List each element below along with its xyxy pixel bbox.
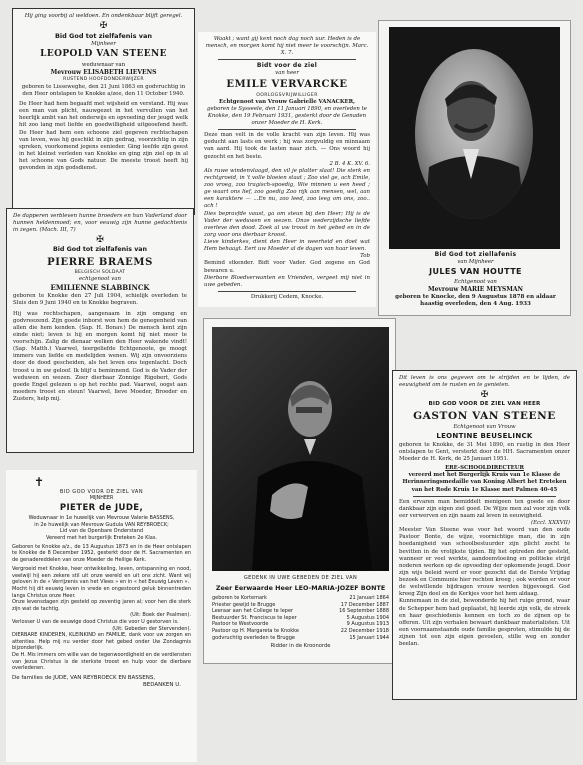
deceased-name: LEO-MARIA-JOZEF BONTE <box>294 583 386 592</box>
eulogy-paragraph-2: Dies bepravfde vaust, ga om steun bij den Heer; Hij is de Vader der weduwen en wezen. Onze wederzijdsche liefde overleve den dood. Zoek al uw troost in het gebed en in de zorg voor ons dierbaar kroost. <box>204 210 370 238</box>
memorial-card-leopold-van-steene <box>12 8 195 215</box>
scripture-reference-1: (Uit: Boek der Psalmen). <box>130 612 191 619</box>
eulogy-paragraph-2: Mocht hij dit eeuwig leven in vrede en ongestoord geluk binnentreden langs Christus onze Heer. <box>12 586 191 599</box>
spouse-name: EMILIENNE SLABBINCK <box>50 283 150 293</box>
birth-death-info: geboren te Knocke, den 9 Augustus 1878 en aldaar haastig overleden, den 4 Aug. 1933 <box>395 293 556 307</box>
eulogy-paragraph-2: Kunnemaan in de ziel, bewonderde hij het ruige grond, waar de Schepper hem had geplaatst, hij leerde zijn volk, de streek en haar geschiedenis kennen en toch zo de zijnen op te offeren. Uit zijn verhalen bewaart dankbaar materialisten. Uit een voornaamstaande oude familie gesproten, stimulde hij de zijnen tot een zijn eigen gevoelen, stille weg en zonder beelan. <box>399 598 570 648</box>
table-row: Pastoor op H. Margareta te Knokke 22 December 1918 <box>212 628 389 635</box>
memorial-card-emile-vervarcke <box>198 32 376 307</box>
scripture-reference-2: Tob <box>360 253 370 260</box>
table-row: Pastoor te Westvoorde 9 Augustus 1913 <box>212 621 389 628</box>
biography-line-2: in 2e huwelijk van Mevrouw Gudula VAN REYBROECK; <box>34 521 169 528</box>
card-top-quote: Hij ging voorbij al weldoen. En ondenkbaar blijft geregel. <box>24 13 183 19</box>
memorial-card-gaston-van-steene <box>392 370 577 700</box>
card-honorific: van Mijnheer <box>457 258 494 265</box>
birth-death-info: geboren te Knokke, de 31 Mei 1890, en rustig in den Heer ontslapen te Gent, versterkt door de HH. Sacramenten onzer Moeder de H. Kerk, de 25 Januari 1951. <box>399 441 570 463</box>
card-prayer: Bid God tot zielfafenis van <box>54 32 153 41</box>
career-table <box>212 595 389 641</box>
spouse-prefix: echtgenoot van <box>78 275 122 282</box>
deceased-role: RUSTEND HOOFDONDERWIJZER <box>63 76 144 82</box>
deceased-name: LEOPOLD VAN STEENE <box>40 48 167 59</box>
eulogy-text: De Heer had hem begaafd met wijsheid en verstand. Hij was een man van plicht, nauwgezet in het vervullen van het heerlijk ambt van het onderwijs en opvoeding der jeugd welk hit zoo lang met liefde en goedwilligheid uitgeoefend heeft. De Heer had hem een schoone ziel gegeven rechtschapen van leven, was hij geschikt in zijn gedrag, voorzichtig in zijn spreken, voorkomend jegens eenieder. Ging leefde zijn geest in het kleinst verleden van Knokke en ging zijn ziel op in al het schoone van Gods natuur. De meeste troost heeft hij gevonden in zijn godsdienst. <box>19 101 188 172</box>
card-top-quote: De dapperen verbleven hunne broeders en hun Vaderland door hunnen heldenmoed; en, voor eeuwig zijn hunne gedachtenis in zegen. (Mach. III, 7) <box>13 213 187 234</box>
card-prayer: BID GOD VOOR DE ZIEL VAN HEER <box>428 401 541 408</box>
card-honorific: MIJNHEER <box>89 495 114 501</box>
portrait-silhouette-icon <box>212 327 389 571</box>
table-row: geboren te Kortemark 21 Januari 1864 <box>212 595 389 602</box>
card-prayer: Bid God tot ziellafenis <box>434 251 517 258</box>
deceased-name: EMILE VERVARCKE <box>226 79 348 91</box>
memorial-card-leo-bonte <box>203 318 396 664</box>
card-honorific: van heer <box>275 70 299 77</box>
deceased-role: BELGISCH SOLDAAT <box>74 269 126 275</box>
honor-title: ERE-SCHOOLDIRECTEUR <box>445 465 524 472</box>
table-row: Bestuurder St. Franciscus te Ieper 5 Augustus 1904 <box>212 614 389 621</box>
eulogy-paragraph-3: Lieve kinderkes, dient den Heer in weerheid en doet wat Hem behaagt. Eert uw Moeder al de dagen van haar leven. <box>204 239 370 253</box>
table-row: Priester gewijd te Brugge 17 December 1887 <box>212 601 389 608</box>
photo-frame <box>389 27 560 249</box>
eulogy-paragraph-1: Vergroeid met Knokke, heer ontwikkeling, leven, ontspanning en nood, veelwijl hij een zekere stil uit onze wereld en uit ons zicht. Want wij geloven in de « Verrijzenis van het Vlees » en in « het Eeuwig Leven ». <box>12 566 191 586</box>
biography-line-3: Lid van de Openbare Onderstand <box>59 528 144 535</box>
biography-line-1: Weduwnaar in 1e huwelijk van Mevrouw Valerie BASSENS, <box>28 515 175 522</box>
eulogy-paragraph-5: DIERBARE KINDEREN, KLEINKIND en FAMILIE, dank voor uw zorgen en attenties. Help mij nu verder door het gebed onder Uw Zondagmis bijzonderlijk. <box>12 632 191 652</box>
divider <box>218 291 356 292</box>
eulogy-poem: Als ruwe windenvlaagd, den vil je platter slaat! Die sterk en rechtgroeid, in 't volle bloeien staat ; Zoo viel ge, ach Emile, zoo vroeg, zoo tragisch-spoedig, Wie minnen u een heed ; ge waart ons lief, zoo goedig Zoo rijk aan mensen, wel, aan een karaktere — ...En nu, zoo leed, zoo leeg om ons, zoo.. ach ! <box>204 167 370 210</box>
spouse-name: Echtgenoot van Vrouw Gabrielle VANACKER, <box>218 98 356 105</box>
cross-icon: ✠ <box>480 390 489 401</box>
eulogy-text: Hij was rechtschapen, aangenaam in zijn omgang en godvreezend. Zijn goede inborst won hem de genegenheid van allen die hem kenden. (Sap. H. Bonav.) De mensch kent zijn einde niet; leven is hij en morgen komt hij niet meer te voorschijn. Zalig de dienaar welken den Heer wakende vindt! (Sap. Matth.) Vaarwel, teergeliefde Echtgenoote, ge moogt immers van liefde en medelijden wenen. Wij zijn onvoorziens door de dood gescheiden, als het leven ons tegenlacht. Doch troost u in uw geloof. Ik blijf u beminnend. God is de Vader der weduwen en wezen. Zeer dierbaar Zonnige Rigobert, Gods goede Engel gelezen u op het rechte pad. Vaarwel, oogst aan moeders troost en steun! Vaarwel, lieve Moeder, Broeder en Zusters, help mij. <box>13 310 187 403</box>
eulogy-quote: Een ervaren man bemiddelt menigeen ten goede en door dankbaar zijn eigen ziel goed. De Wijze men zal voor zijn volk eer verwerven en zijn naam zal leven in eeuwigheid. <box>399 498 570 519</box>
divider <box>413 496 556 497</box>
card-prayer: GEDENK IN UWE GEBEDEN DE ZIEL VAN <box>243 575 358 581</box>
spouse-name: Mevrouw MARIE MEYSMAN <box>427 285 524 293</box>
spouse-prefix: Echtgenoot van Vrouw <box>453 424 516 431</box>
scripture-reference: (Eccl. XXXVII) <box>531 520 570 527</box>
birth-death-info: geboren te Knokke den 27 Juli 1904, schielijk overleden te Sluis den 9 Juni 1940 en te Knokke begraven. <box>13 293 187 307</box>
eulogy-paragraph-1: Deze man velt in de volle kracht van zijn leven. Hij was geducht aan lasts en werk ; hij was zorgvuldig en minnaam van aard. Hij took de lasten naar zich. — Ons woord hij gezocht en het beste. <box>204 132 370 160</box>
spouse-name: LEONTINE BEUSELINCK <box>436 431 533 440</box>
spouse-prefix: Echtgenoot van <box>454 278 497 285</box>
eulogy-paragraph-1: Meester Van Steene was voor het woord van den oude Pastoor Bonte, de wijze, voornichtige man, die in zijn hoedanigheid van schoolbestuurder zijn plicht zocht te bevitten in de vrolijkste tijden. Bij het optreden der gesteld, wanneer er veel werkte, aandoenvloeiing en politieke strijd noderen werken op de opvoeding der opkomende jeugd. Door zijn wijs beleid werd er voor gezocht dat de Eerste Vrijdag bezoek en Communie hier rechten kreeg ; ook worden er voor de welwillende bijdragen vrouw werden bijgevoegd. God kreeg Zijn deel en de Kerkjes voor het hem aldaag. <box>399 527 570 598</box>
card-top-quote: Waakt ; want gij kent noch dag noch uur. Heden is de mensch, en morgen komt hij niet meer te voorschijn. Marc. X. 7. <box>205 36 369 57</box>
name-prefix: Zeer Eerwaarde Heer <box>215 583 293 592</box>
memorial-card-jules-van-houtte <box>378 20 571 316</box>
birth-death-info: Geboren te Knokke a/z., de 13 Augustus 1873 en in de Heer ontslapen te Knokke de 8 December 1952, gesterkt door de H. Sacramenten en de genadereddelen van onze Moeder de Heilige Kerk. <box>12 543 191 563</box>
portrait-silhouette-icon <box>415 49 533 219</box>
eulogy-paragraph-4: Bemind stkender. Bidt voor Vader. God zegene en God bewaren u. <box>204 260 370 274</box>
eulogy-paragraph-3: Onze levensdagen zijn gesteld op zeventig jaren al; voor hen die sterk zijn wat de tachtig. <box>12 599 191 612</box>
portrait-photo <box>212 327 389 571</box>
eulogy-paragraph-4: Verlosser U van de eeuwige dood Christus die voor U gestorven is. <box>12 619 179 626</box>
table-row: Leeraar aan het College te Ieper 16 September 1888 <box>212 608 389 615</box>
birth-death-info: geboren te Sysseele, den 11 Januari 1890, en overleden te Knokke, den 19 Februari 1931, gesterkt door de Genaden onzer Moeder de H. Kerk. <box>207 105 367 127</box>
honor-line: Ridder in de Kroonorde <box>270 643 331 650</box>
card-honorific: Mijnheer <box>91 40 116 47</box>
spouse-prefix: weduwnaar van <box>81 61 126 68</box>
family-signature: De families de JUDE, VAN REYBROECK EN BASSENS, <box>12 674 156 681</box>
birth-death-info: geboren te Lisseweghe, den 21 Juni 1863 en godvruchtig in den Heer ontslapen te Knokke a/zee, den 11 October 1940. <box>21 83 186 97</box>
deceased-name: PIERRE BRAEMS <box>47 256 153 268</box>
cross-icon: ✠ <box>96 235 104 246</box>
deceased-name: GASTON VAN STEENE <box>413 409 556 422</box>
memorial-card-pieter-de-jude <box>6 470 197 762</box>
eulogy-paragraph-6: De H. Mis immers om wille van de tegenwoordigheid en de verdiensten van Jezus Christus is de sterkste troost en hulp voor de dierbare overledenen. <box>12 652 191 672</box>
honors-list: vereerd met het Burgerlijk Kruis van 1e Klasse de Herinneringsmedaille van Koning Albert het Ereteken van het Rode Kruis 1e Klasse met Palmen 40-45 <box>402 472 567 493</box>
eulogy-paragraph-5: Dierbare Bloedverwanten en Vrienden, vergeet mij niet in uwe gebeden. <box>204 274 370 288</box>
family-thanks: BEDANKEN U. <box>143 682 181 689</box>
cross-icon: ✠ <box>99 21 108 32</box>
printer-credit: Drukkerij Cedem, Knocke. <box>250 293 324 300</box>
deceased-name: JULES VAN HOUTTE <box>429 267 522 277</box>
card-prayer: Bid God tot zielfafenis van <box>52 246 148 254</box>
portrait-photo <box>415 49 533 219</box>
biography-line-4: Vereerd met het burgerlijk Ereteken 2e Klas. <box>45 534 158 541</box>
scripture-reference-1: 2 B. 4 K. XV. 6. <box>329 160 370 167</box>
table-row: godvruchtig overleden te Brugge 15 Januari 1944 <box>212 634 389 641</box>
card-prayer: Bidt voor de ziel <box>256 62 318 70</box>
deceased-role: OORLOGSVRIJWILLIGER <box>256 92 318 98</box>
divider <box>218 59 356 60</box>
card-prayer: BID GOD VOOR DE ZIEL VAN <box>59 489 144 495</box>
memorial-card-pierre-braems <box>6 208 194 453</box>
deceased-name: PIETER de JUDE, <box>59 502 144 513</box>
card-top-quote: Dit leven is ons gegeven om te strijden en te lijden, de eeuwigheid om te rusten en te genieten. <box>399 375 570 389</box>
spouse-name: Mevrouw ELISABETH LIEVENS <box>50 68 157 76</box>
divider <box>218 129 356 130</box>
scripture-reference-2: (Uit: Gebeden der Stervenden). <box>112 625 191 632</box>
cross-icon: ✝ <box>34 475 45 489</box>
